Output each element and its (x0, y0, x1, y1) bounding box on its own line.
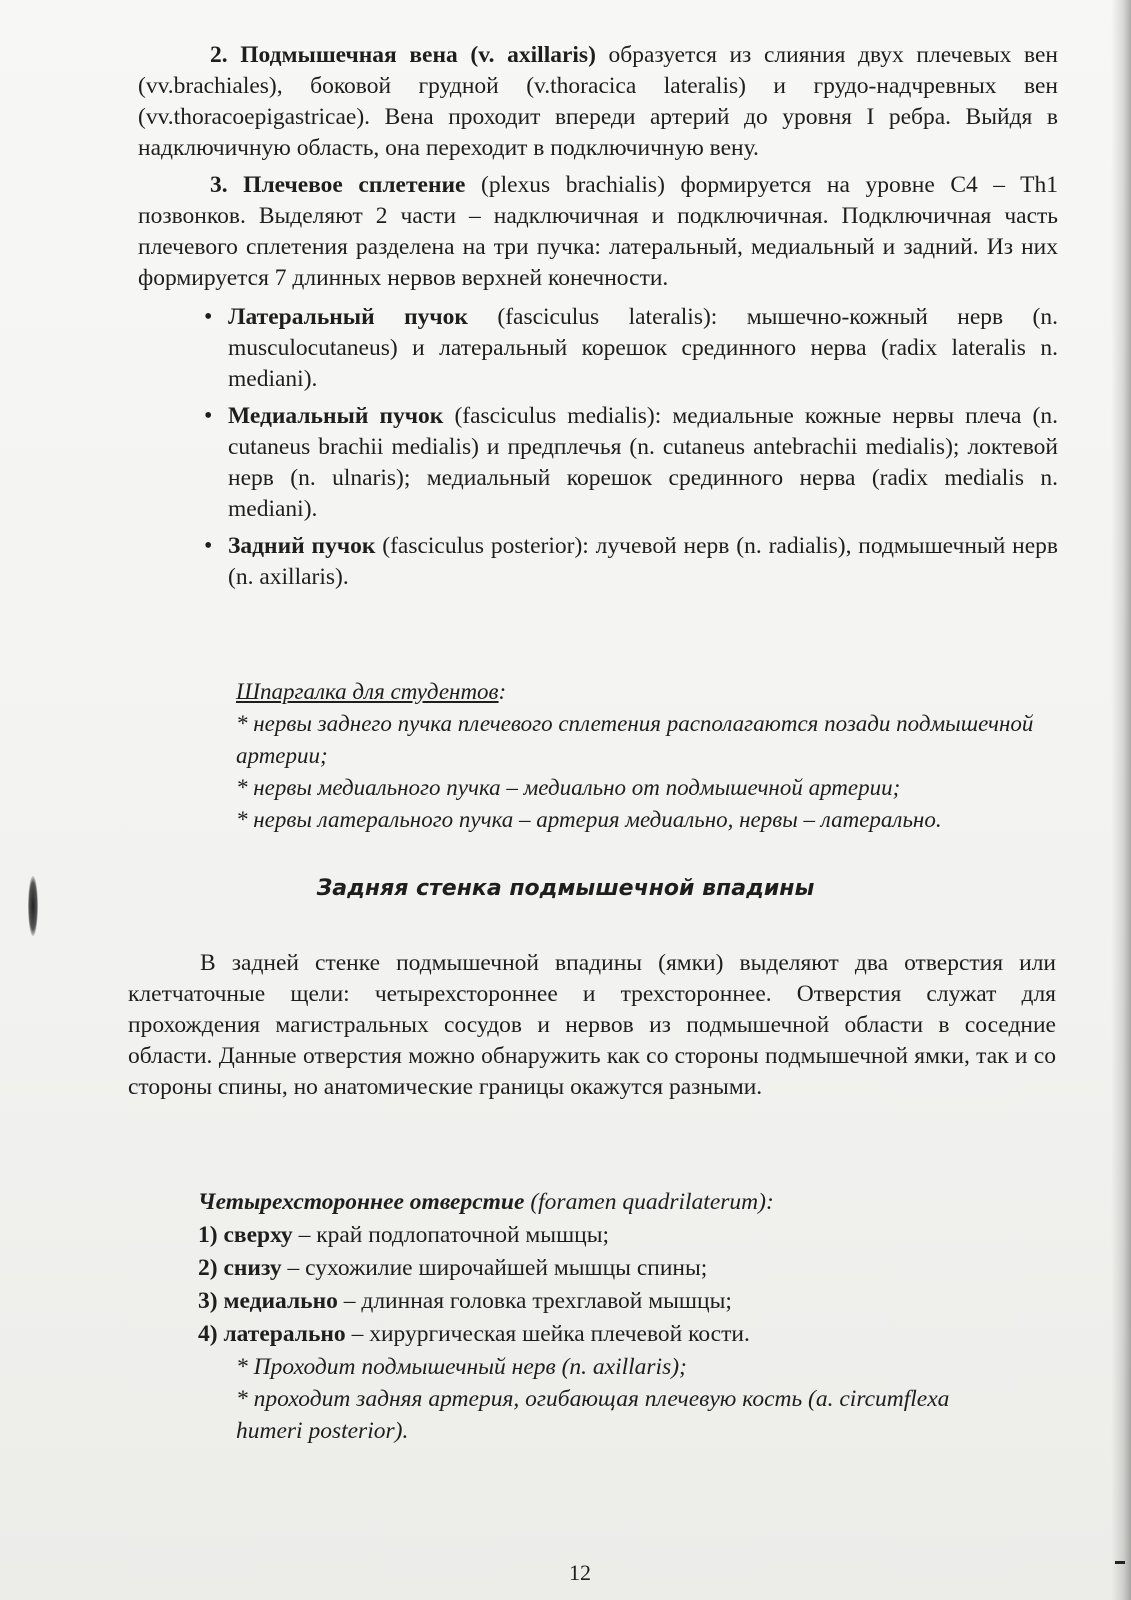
bundle-name: Латеральный пучок (228, 304, 468, 330)
pass-note: * проходит задняя артерия, огибающая плечевую кость (a. circumflexa humeri posterior). (236, 1386, 950, 1444)
foramen-border: 3) медиально – длинная головка трехглавой мышцы; (198, 1288, 732, 1314)
bundle-name: Задний пучок (228, 533, 376, 559)
scan-edge-shadow (1111, 0, 1131, 1600)
bundle-name: Медиальный пучок (228, 403, 444, 429)
plexus-text: (plexus brachialis) формируется на уровне C4 – Th1 позвонков. Выделяют 2 части – надключичная и подключичная. Подключичная часть плечевого сплетения разделена на три пучка: латеральный, медиальный и задний. Из них формируется 7 длинных нервов верхней конечности. (138, 172, 1059, 291)
plexus-title: 3. Плечевое сплетение (210, 172, 466, 198)
foramen-border: 4) латерально – хирургическая шейка плечевой кости. (198, 1321, 750, 1347)
foramen-border: 2) снизу – сухожилие широчайшей мышцы спины; (198, 1255, 708, 1281)
crib-heading: Шпаргалка для студентов: (236, 679, 507, 704)
foramen-heading (198, 1186, 1018, 1219)
vein-paragraph (138, 40, 1058, 164)
vein-title: 2. Подмышечная вена (v. axillaris) (210, 42, 596, 68)
posterior-wall-block (128, 948, 1056, 1103)
list-item (228, 531, 1058, 593)
bundle-text: (fasciculus medialis): медиальные кожные нервы плеча (n. cutaneus brachii medialis) и предплечья (n. cutaneus antebrachii medialis); локтевой нерв (n. ulnaris); медиальный корешок срединного нерва (radix medialis n. mediani). (228, 403, 1059, 522)
foramen-passes (198, 1351, 1018, 1447)
bundle-text: (fasciculus lateralis): мышечно-кожный нерв (n. musculocutaneus) и латеральный корешок срединного нерва (radix lateralis n. mediani). (228, 304, 1059, 392)
plexus-paragraph (138, 170, 1058, 294)
crib-note-item: * нервы заднего пучка плечевого сплетения располагаются позади подмышечной артерии; (236, 711, 1034, 768)
crib-note (236, 676, 1056, 836)
foramen-block (198, 1186, 1018, 1447)
crib-note-item: * нервы латерального пучка – артерия медиально, нервы – латерально. (236, 807, 942, 832)
foramen-title: Четырехстороннее отверстие (198, 1189, 525, 1215)
list-item (228, 302, 1058, 395)
foramen-border: 1) сверху – край подлопаточной мышцы; (198, 1222, 610, 1248)
posterior-wall-paragraph: В задней стенке подмышечной впадины (ямки) выделяют два отверстия или клетчаточные щели: четырехстороннее и трехстороннее. Отверстия служат для прохождения магистральных сосудов и нервов из подмышечной области в соседние области. Данные отверстия можно обнаружить как со стороны подмышечной ямки, так и со стороны спины, но анатомические границы окажутся разными. (128, 950, 1056, 1100)
crib-title: Шпаргалка для студентов (236, 679, 499, 704)
page-number: 12 (569, 1560, 591, 1585)
list-item (228, 401, 1058, 525)
section-heading: Задняя стенка подмышечной впадины (316, 876, 815, 901)
upper-text-block (138, 40, 1058, 599)
foramen-latin: (foramen quadrilaterum): (530, 1189, 774, 1215)
bundles-list (138, 302, 1058, 593)
pass-note: * Проходит подмышечный нерв (n. axillaris); (236, 1354, 687, 1380)
crib-note-item: * нервы медиального пучка – медиально от подмышечной артерии; (236, 775, 901, 800)
bundle-text: (fasciculus posterior): лучевой нерв (n. radialis), подмышечный нерв (n. axillaris). (228, 533, 1058, 590)
vein-text: образуется из слияния двух плечевых вен (vv.brachiales), боковой грудной (v.thoracica lateralis) и грудо-надчревных вен (vv.thoracoepigastricae). Вена проходит впереди артерий до уровня I ребра. Выйдя в надключичную область, она переходит в подключичную вену. (138, 42, 1059, 161)
